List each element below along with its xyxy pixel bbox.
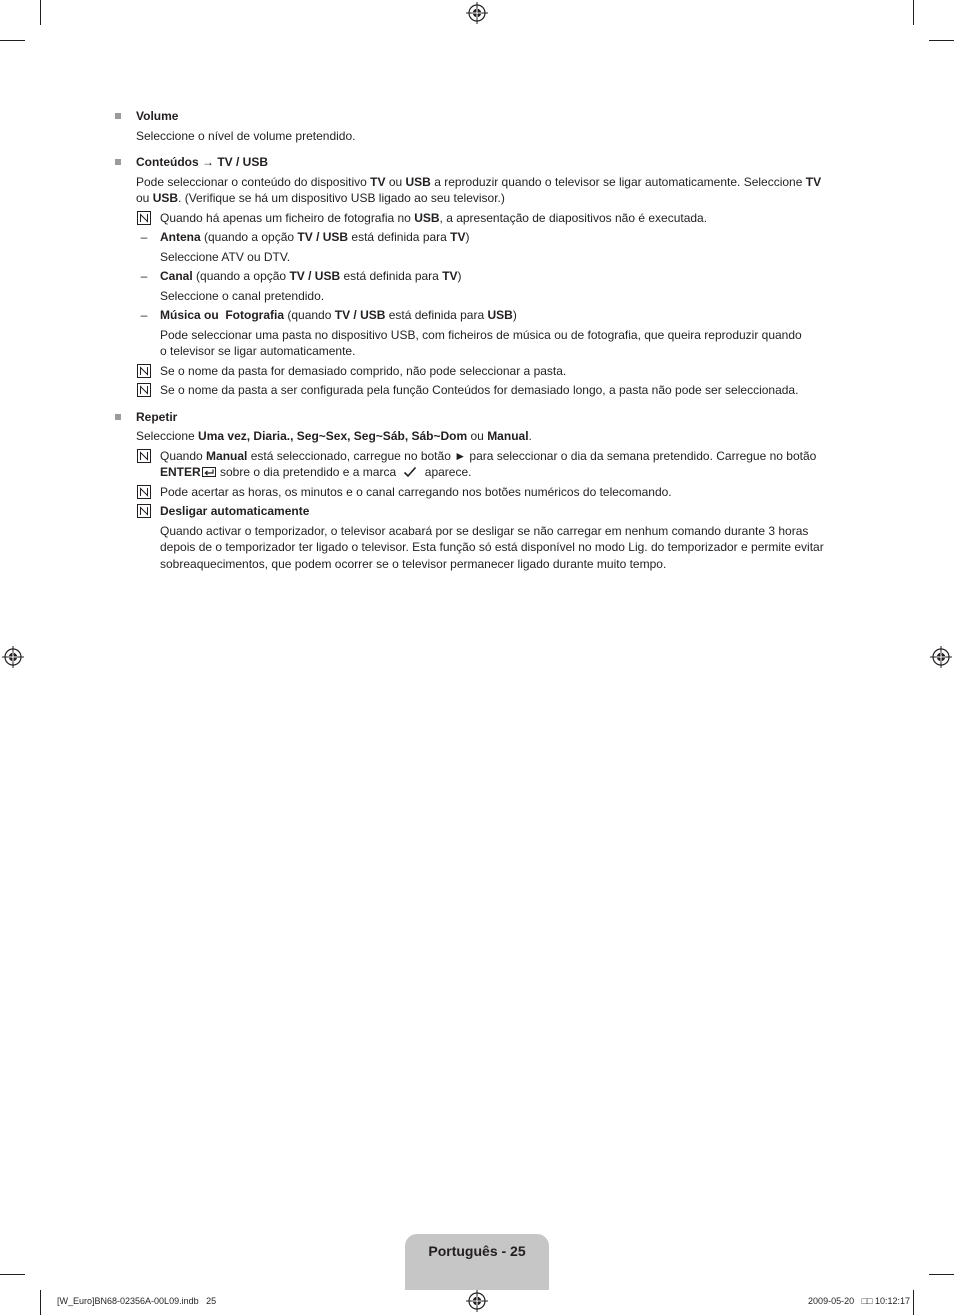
text: TV xyxy=(370,174,386,189)
item-label: Canal xyxy=(160,269,193,283)
enter-icon xyxy=(201,466,217,478)
text: aparece. xyxy=(421,465,472,479)
text: Pode seleccionar uma pasta no dispositivo USB, com ficheiros de música ou de fotografia, que queira reproduzir quando xyxy=(160,327,802,342)
text: sobreaquecimentos, que podem ocorrer se o televisor permanecer ligado durante muito tempo. xyxy=(160,556,667,571)
crop-mark xyxy=(913,1290,914,1315)
section-description: Seleccione o nível de volume pretendido. xyxy=(136,128,356,143)
manual-content xyxy=(112,108,842,572)
text: ou xyxy=(467,429,488,443)
text: TV xyxy=(442,269,458,283)
text: ENTER xyxy=(160,465,201,479)
dash-bullet: – xyxy=(140,308,148,322)
item-label: Antena xyxy=(160,230,201,244)
text: (quando a opção xyxy=(192,269,290,283)
text: Se o nome da pasta for demasiado comprido, não pode seleccionar a pasta. xyxy=(160,363,567,378)
text: Manual xyxy=(206,448,248,463)
registration-mark-icon xyxy=(466,1290,488,1312)
item-description: Seleccione ATV ou DTV. xyxy=(160,249,291,264)
section-title: Repetir xyxy=(136,409,178,424)
crop-mark xyxy=(40,1290,41,1315)
text: Manual xyxy=(487,429,529,443)
square-bullet-icon xyxy=(115,159,121,165)
page-label: Português - 25 xyxy=(428,1243,526,1259)
text: Quando xyxy=(160,448,207,463)
registration-mark-icon xyxy=(2,646,24,668)
note-icon xyxy=(137,364,151,378)
text: USB xyxy=(405,174,431,189)
text: . (Verifique se há um dispositivo USB ligado ao seu televisor.) xyxy=(178,191,505,205)
note-item xyxy=(136,448,842,481)
text: a reproduzir quando o televisor se ligar automaticamente. Seleccione xyxy=(430,174,806,189)
crop-mark xyxy=(0,1274,25,1275)
text: Seleccione xyxy=(136,429,199,443)
note-icon xyxy=(137,449,151,463)
text: ) xyxy=(457,269,462,283)
text: o televisor se ligar automaticamente. xyxy=(160,344,356,358)
note-icon xyxy=(137,211,151,225)
item-description: Seleccione o canal pretendido. xyxy=(160,288,325,303)
text: está definida para xyxy=(385,308,488,322)
section-repetir xyxy=(112,409,842,573)
crop-mark xyxy=(913,0,914,25)
text: TV / USB xyxy=(297,230,349,244)
note-icon xyxy=(137,485,151,499)
text: TV xyxy=(450,230,466,244)
dash-item-musica-fotografia xyxy=(136,307,842,360)
section-title: Volume xyxy=(136,109,179,123)
registration-mark-icon xyxy=(930,646,952,668)
text: Pode seleccionar o conteúdo do dispositivo xyxy=(136,174,371,189)
footer-datetime: 2009-05-20 □□ 10:12:17 xyxy=(808,1296,910,1306)
text: Quando há apenas um ficheiro de fotografia no xyxy=(160,210,415,225)
text: está definida para xyxy=(340,269,443,283)
note-item xyxy=(136,484,842,501)
text: ) xyxy=(465,230,470,244)
dash-bullet: – xyxy=(140,269,148,283)
page-number-tab xyxy=(405,1234,549,1290)
section-conteudos xyxy=(112,154,842,399)
text: ou xyxy=(385,174,406,189)
text: ) xyxy=(512,308,517,322)
text: Quando activar o temporizador, o televisor acabará por se desligar se não carregar em nenhum comando durante 3 horas xyxy=(160,523,809,538)
section-volume xyxy=(112,108,842,144)
registration-mark-icon xyxy=(466,2,488,24)
crop-mark xyxy=(929,40,954,41)
text: USB xyxy=(487,308,513,322)
text: está seleccionado, carregue no botão ► para seleccionar o dia da semana pretendido. Carregue no botão xyxy=(247,448,817,463)
note-item xyxy=(136,382,842,399)
note-item xyxy=(136,503,842,572)
note-item xyxy=(136,210,842,227)
square-bullet-icon xyxy=(115,113,121,119)
text: USB xyxy=(152,191,179,205)
crop-mark xyxy=(0,40,25,41)
text: Uma vez, Diaria., Seg~Sex, Seg~Sáb, Sáb~Dom xyxy=(198,429,468,443)
item-label: Música ou Fotografia xyxy=(160,308,285,322)
text: USB xyxy=(414,210,440,225)
text: . xyxy=(528,429,532,443)
dash-item-canal xyxy=(136,268,842,304)
text: Pode acertar as horas, os minutos e o canal carregando nos botões numéricos do telecomando. xyxy=(160,484,672,499)
section-description xyxy=(136,174,842,207)
note-title: Desligar automaticamente xyxy=(160,504,310,518)
text: (quando a opção xyxy=(200,230,298,244)
check-mark-icon xyxy=(403,466,417,478)
dash-item-antena xyxy=(136,229,842,265)
note-icon xyxy=(137,504,151,518)
text: está definida para xyxy=(348,230,451,244)
item-description xyxy=(160,327,842,360)
text: TV / USB xyxy=(289,269,341,283)
footer-file-info: [W_Euro]BN68-02356A-00L09.indb 25 xyxy=(57,1296,217,1306)
note-description xyxy=(160,523,842,573)
text: (quando xyxy=(284,308,335,322)
dash-bullet: – xyxy=(140,230,148,244)
crop-mark xyxy=(40,0,41,25)
square-bullet-icon xyxy=(115,414,121,420)
text: depois de o temporizador ter ligado o televisor. Esta função só está disponível no modo Lig. do temporizador e permite evitar xyxy=(160,540,824,554)
text: sobre o dia pretendido e a marca xyxy=(216,465,400,479)
text: Se o nome da pasta a ser configurada pela função Conteúdos for demasiado longo, a pasta não pode ser seleccionada. xyxy=(160,383,799,397)
section-description xyxy=(136,428,842,445)
crop-mark xyxy=(929,1274,954,1275)
note-item xyxy=(136,363,842,380)
section-title: Conteúdos → TV / USB xyxy=(136,155,268,169)
text: TV xyxy=(805,174,822,189)
text: TV / USB xyxy=(334,308,386,322)
text: ou xyxy=(136,191,153,205)
note-icon xyxy=(137,383,151,397)
text: , a apresentação de diapositivos não é executada. xyxy=(439,210,708,225)
